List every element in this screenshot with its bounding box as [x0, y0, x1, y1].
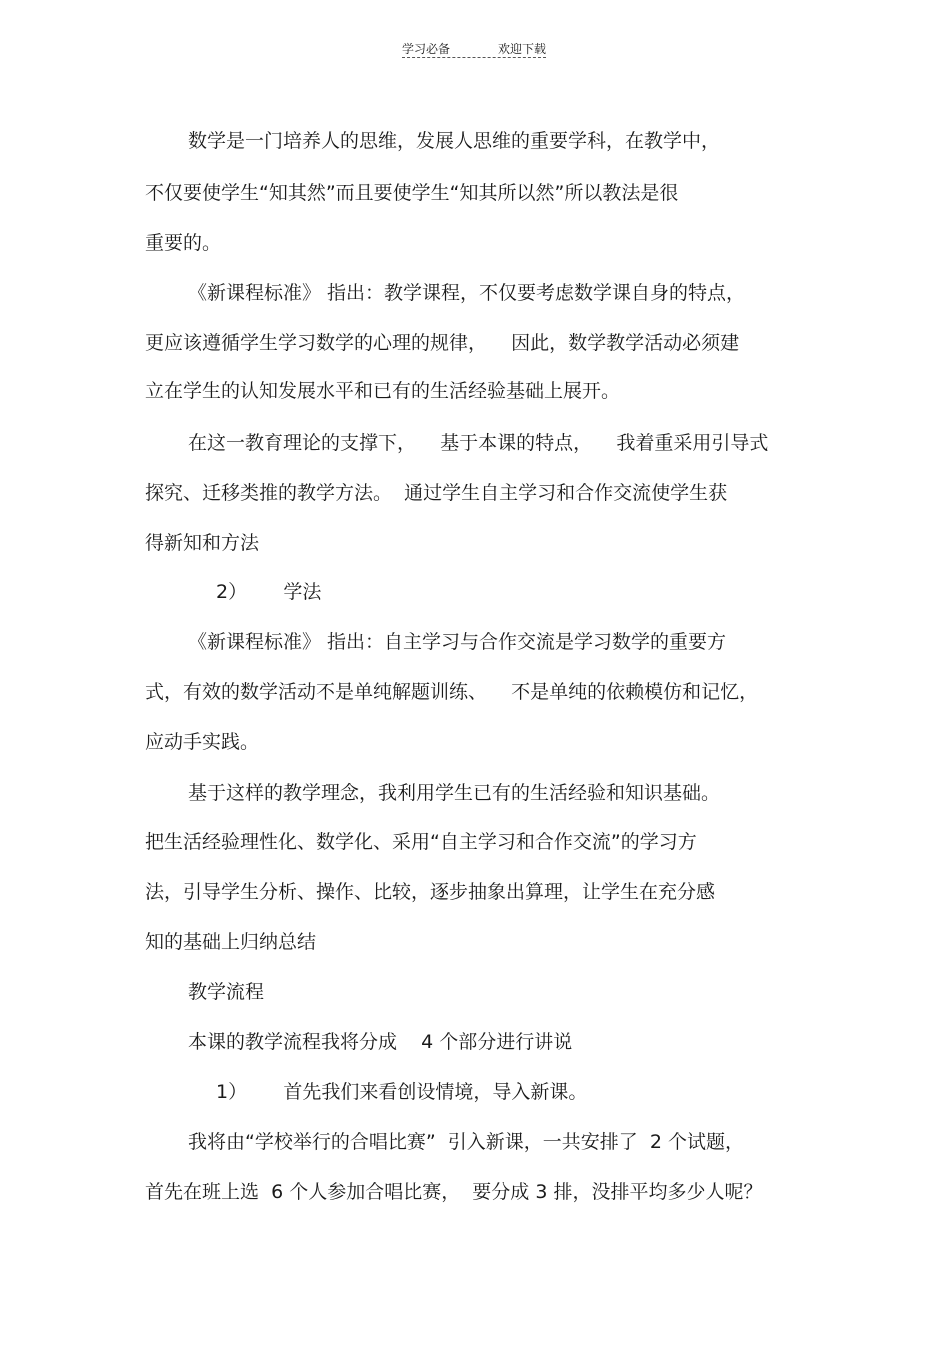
section-heading: 2） 学法: [216, 581, 322, 603]
text-line: 基于这样的教学理念，我利用学生已有的生活经验和知识基础。: [188, 782, 721, 804]
text-line: 《新课程标准》 指出：自主学习与合作交流是学习数学的重要方: [188, 631, 727, 653]
text-line: 得新知和方法: [145, 532, 260, 554]
header-left-text: 学习必备: [402, 42, 451, 56]
text-line: 在这一教育理论的支撑下， 基于本课的特点， 我着重采用引导式: [188, 432, 769, 454]
text-line: 数学是一门培养人的思维，发展人思维的重要学科，在教学中，: [188, 130, 721, 152]
text-line: 应动手实践。: [145, 731, 260, 753]
text-line: 法，引导学生分析、操作、比较，逐步抽象出算理，让学生在充分感: [145, 881, 716, 903]
text-line: 《新课程标准》 指出：教学课程，不仅要考虑数学课自身的特点，: [188, 282, 746, 304]
text-line: 立在学生的认知发展水平和已有的生活经验基础上展开。: [145, 380, 621, 402]
text-line: 首先在班上选 6 个人参加合唱比赛， 要分成 3 排，没排平均多少人呢？: [145, 1181, 763, 1203]
header-rule: [402, 57, 546, 58]
text-line: 式，有效的数学活动不是单纯解题训练、 不是单纯的依赖模仿和记忆，: [145, 681, 759, 703]
header-right-text: 欢迎下载: [498, 42, 547, 56]
text-line: 探究、迁移类推的教学方法。 通过学生自主学习和合作交流使学生获: [145, 482, 728, 504]
text-line: 不仅要使学生“知其然”而且要使学生“知其所以然”所以教法是很: [145, 182, 679, 204]
text-line: 知的基础上归纳总结: [145, 931, 317, 953]
text-line: 我将由“学校举行的合唱比赛” 引入新课，一共安排了 2 个试题，: [188, 1131, 744, 1153]
page-header: [0, 40, 950, 60]
list-item: 1） 首先我们来看创设情境，导入新课。: [216, 1081, 588, 1103]
text-line: 重要的。: [145, 232, 222, 254]
text-line: 把生活经验理性化、数学化、采用“自主学习和合作交流”的学习方: [145, 831, 697, 853]
section-heading: 教学流程: [188, 981, 265, 1003]
text-line: 本课的教学流程我将分成 4 个部分进行讲说: [188, 1031, 573, 1053]
text-line: 更应该遵循学生学习数学的心理的规律， 因此，数学教学活动必须建: [145, 332, 740, 354]
